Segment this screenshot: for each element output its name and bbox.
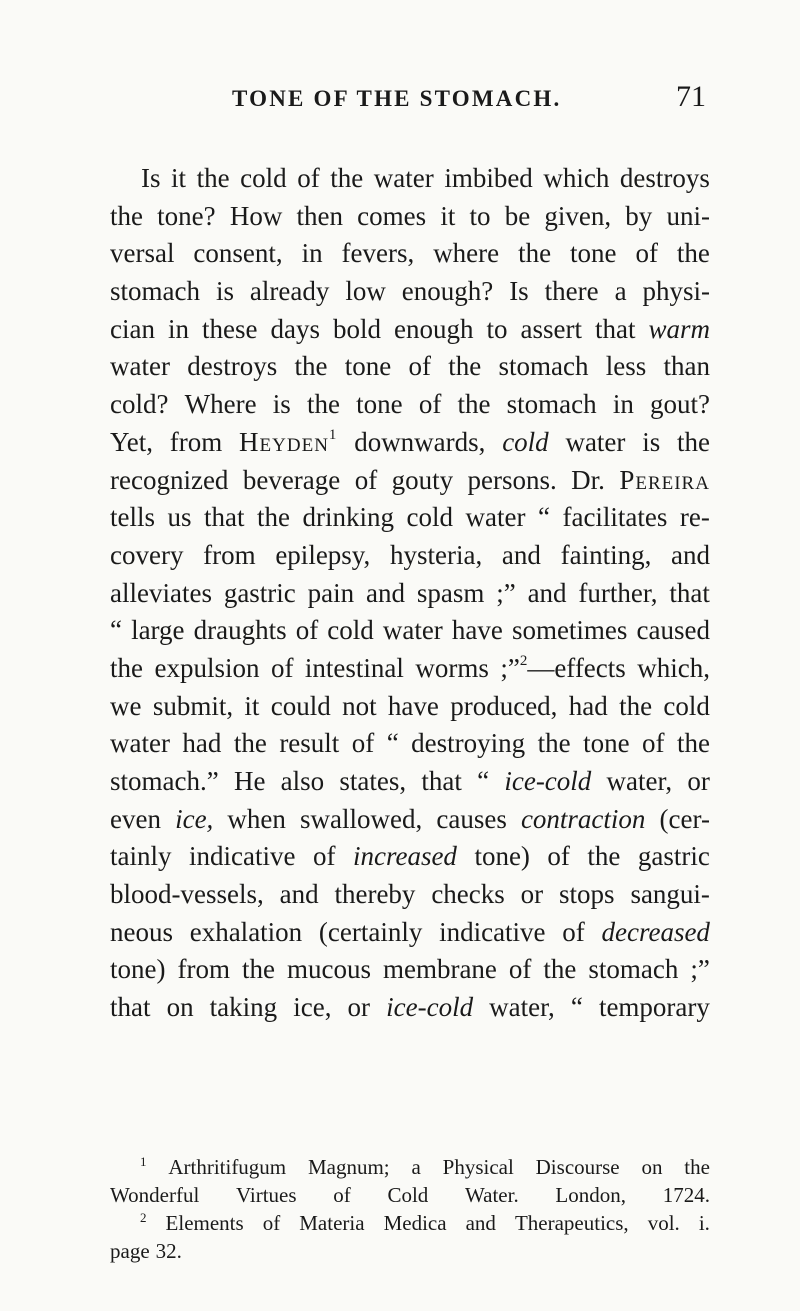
running-head: TONE OF THE STOMACH. [232, 86, 562, 111]
text-line: the tone? How then comes it to be given, by uni- [110, 200, 710, 231]
text-line: covery from epilepsy, hysteria, and fainting, and [110, 539, 710, 570]
body-paragraph [110, 160, 710, 1027]
text-line: stomach is already low enough? Is there a physi- [110, 276, 710, 307]
text-line: we submit, it could not have produced, had the cold [110, 690, 710, 721]
text-line: Yet, from Heyden$^1$ downwards, cold water is the [110, 426, 710, 457]
text-line: even ice, when swallowed, causes contraction (cer- [110, 803, 710, 834]
text-line: cold? Where is the tone of the stomach in gout? [110, 389, 710, 420]
text-line: water had the result of “ destroying the tone of the [110, 728, 710, 759]
text-line: the expulsion of intestinal worms ;”$^2$—effects which, [110, 652, 710, 683]
text-line: stomach.” He also states, that “ ice-cold water, or [110, 766, 710, 796]
footnote-line: Wonderful Virtues of Cold Water. London, 1724. [110, 1183, 710, 1207]
text-line: “ large draughts of cold water have sometimes caused [110, 615, 710, 646]
text-line: recognized beverage of gouty persons. Dr. Pereira [110, 464, 710, 495]
text-line: tells us that the drinking cold water “ facilitates re- [110, 502, 710, 533]
page-header [0, 80, 800, 120]
footnote-line: $^1$ Arthritifugum Magnum; a Physical Discourse on the [140, 1154, 710, 1179]
footnote-line: $^2$ Elements of Materia Medica and Therapeutics, vol. i. [140, 1210, 710, 1235]
text-line: Is it the cold of the water imbibed which destroys [141, 163, 710, 193]
text-line: neous exhalation (certainly indicative of decreased [110, 916, 710, 947]
text-line: blood-vessels, and thereby checks or stops sangui- [110, 879, 710, 910]
footnote-line: page 32. [110, 1239, 182, 1263]
text-line: tone) from the mucous membrane of the stomach ;” [110, 954, 710, 985]
text-line: that on taking ice, or ice-cold water, “ temporary [110, 992, 710, 1023]
page-number: 71 [676, 80, 706, 113]
text-line: cian in these days bold enough to assert that warm [110, 313, 710, 344]
text-line: alleviates gastric pain and spasm ;” and further, that [110, 577, 710, 608]
text-line: tainly indicative of increased tone) of the gastric [110, 841, 710, 872]
text-line: water destroys the tone of the stomach less than [110, 351, 710, 382]
footnotes [110, 1153, 710, 1265]
text-line: versal consent, in fevers, where the tone of the [110, 238, 710, 269]
